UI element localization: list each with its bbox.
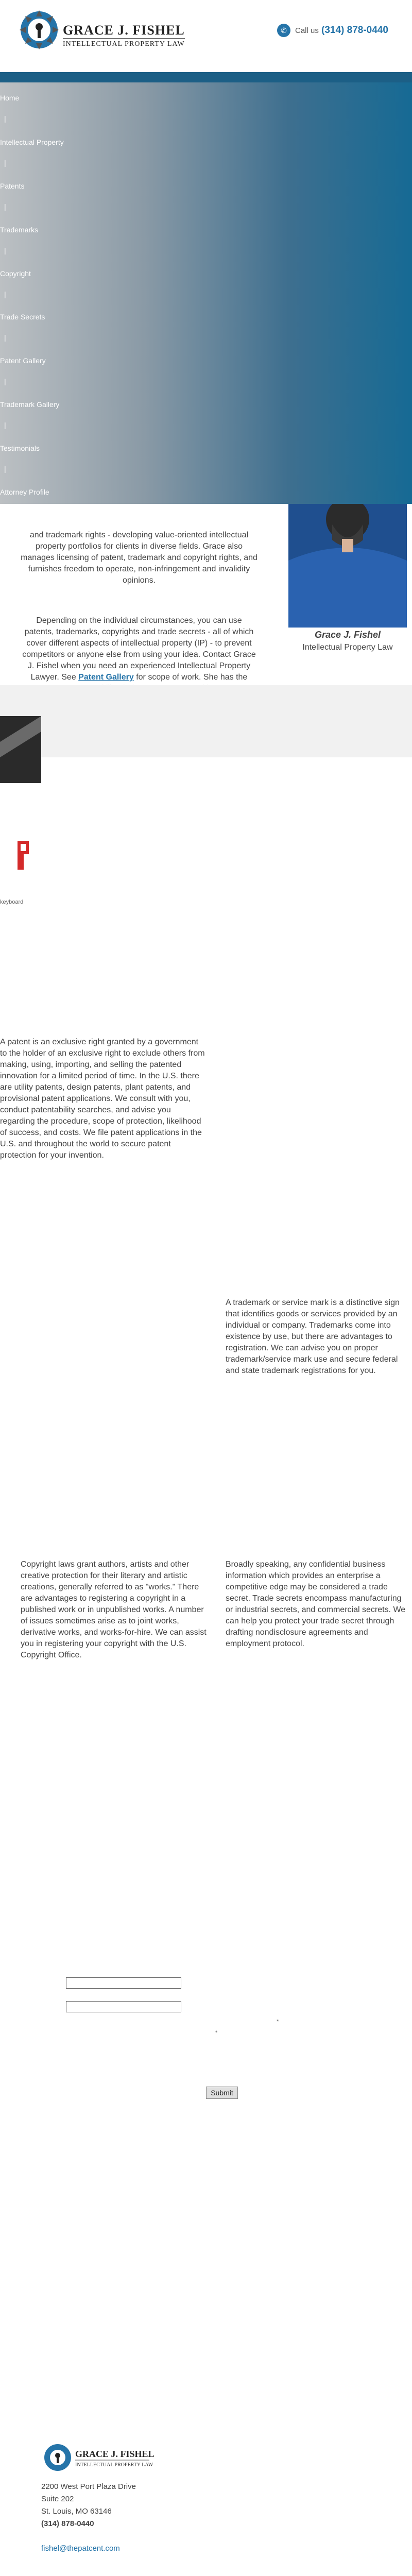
nav-item-label[interactable]: Patent Gallery [0, 357, 46, 365]
nav-separator: | [4, 465, 6, 473]
footer-logo[interactable] [41, 2439, 154, 2476]
nav-separator: | [4, 333, 6, 342]
nav-item-attorney-profile[interactable] [0, 488, 412, 500]
nav-item-patents[interactable] [0, 182, 412, 225]
contact-email-field[interactable] [66, 2001, 181, 2012]
nav-item-label[interactable]: Trademarks [0, 226, 39, 234]
site-header [0, 0, 412, 72]
nav-item-label[interactable]: Intellectual Property [0, 138, 64, 146]
portrait-name: Grace J. Fishel [314, 630, 381, 640]
submit-button[interactable]: Submit [206, 2087, 238, 2099]
gray-band [0, 685, 412, 757]
nav-item-intellectual-property[interactable] [0, 138, 412, 181]
attorney-portrait [288, 504, 407, 628]
nav-separator: | [4, 290, 6, 298]
trademarks-paragraph: A trademark or service mark is a distinctive sign that identifies goods or services provided by an individual or company. Trademarks come into existence by use, but there are advantages to registration. We can advise you on proper trademark/service mark use and secure federal and state trademark registrations for you. [226, 1298, 400, 1375]
red-mark-icon [15, 840, 31, 871]
nav-item-label[interactable]: Patents [0, 182, 25, 190]
brand-name[interactable]: GRACE J. FISHEL [63, 23, 185, 38]
logo-mark-icon[interactable] [19, 9, 60, 50]
nav-separator: | [4, 202, 6, 211]
gavel-image [0, 716, 41, 783]
nav-separator: | [4, 159, 6, 167]
nav-item-patent-gallery[interactable] [0, 357, 412, 400]
header-phone-link[interactable]: (314) 878-0440 [321, 25, 388, 36]
nav-item-trade-secrets[interactable] [0, 313, 412, 356]
footer-email-link[interactable]: fishel@thepatcent.com [41, 2544, 120, 2553]
nav-item-label[interactable]: Testimonials [0, 444, 40, 452]
brand-subtitle: INTELLECTUAL PROPERTY LAW [63, 38, 185, 48]
nav-top-bar [0, 72, 412, 82]
nav-item-label[interactable]: Trademark Gallery [0, 400, 60, 409]
nav-item-copyright[interactable] [0, 269, 412, 313]
nav-separator: | [4, 421, 6, 429]
form-required-mark-2: * [277, 2019, 279, 2025]
intro-paragraph: and trademark rights - developing value-oriented intellectual property portfolios for clients in diverse fields. Grace also manages licensing of patent, trademark and copyright rights, and furnishes freedom to operate, non-infringement and invalidity opinions. [21, 531, 258, 585]
nav-separator: | [4, 246, 6, 255]
footer-address-2: Suite 202 [41, 2495, 74, 2503]
nav-item-trademarks[interactable] [0, 226, 412, 269]
footer-city: St. Louis, MO 63146 [41, 2507, 112, 2516]
footer-brand-subtitle: INTELLECTUAL PROPERTY LAW [75, 2462, 153, 2468]
nav-separator: | [4, 114, 6, 123]
contact-name-field[interactable] [66, 1977, 181, 1989]
portrait-title: Intellectual Property Law [302, 643, 393, 652]
form-required-mark: * [215, 2030, 218, 2036]
intro-paragraph-2 [21, 615, 258, 694]
footer-brand-name: GRACE J. FISHEL [75, 2449, 154, 2459]
trade-secrets-paragraph: Broadly speaking, any confidential business information which provides an enterprise a competitive edge may be considered a trade secret. Trade secrets encompass manufacturing or industrial secrets, and commercial secrets. We can help you protect your trade secret through drafting nondisclosure agreements and employment protocol. [226, 1560, 406, 1648]
nav-item-label[interactable]: Trade Secrets [0, 313, 45, 321]
phone-icon: ✆ [277, 24, 290, 37]
footer-phone[interactable]: (314) 878-0440 [41, 2519, 94, 2528]
nav-item-home[interactable] [0, 94, 412, 137]
patents-paragraph: A patent is an exclusive right granted by a government to the holder of an exclusive right to exclude others from making, using, importing, and selling the patented innovation for a limited period of time. In the U.S. there are utility patents, design patents, plant patents, and provisional patent applications. We consult with you, conduct patentability searches, and advise you regarding the procedure, scope of protection, likelihood of success, and costs. We file patent applications in the U.S. and throughout the world to secure patent protection for your invention. [0, 1038, 205, 1160]
nav-item-testimonials[interactable] [0, 444, 412, 487]
nav-separator: | [4, 377, 6, 385]
patent-gallery-link[interactable]: Patent Gallery [78, 673, 134, 682]
intro-text-after: for scope of work. She has the [136, 673, 248, 682]
call-us-label: Call us [295, 26, 319, 35]
nav-item-label[interactable]: Attorney Profile [0, 488, 49, 496]
footer-address-1: 2200 West Port Plaza Drive [41, 2482, 136, 2491]
copyright-paragraph: Copyright laws grant authors, artists and other creative protection for their literary and artistic creations, generally referred to as "works." There are advantages to registering a copyright in a published work or in unpublished works. A number of issues sometimes arise as to joint works, derivative works, and works-for-hire. We can assist you in registering your copyright with the U.S. Copyright Office. [21, 1560, 207, 1659]
nav-item-trademark-gallery[interactable] [0, 400, 412, 444]
nav-item-label[interactable]: Home [0, 94, 20, 102]
red-mark-label: keyboard [0, 899, 24, 905]
nav-item-label[interactable]: Copyright [0, 269, 31, 278]
intro-text-before: Depending on the individual circumstances, you can use patents, trademarks, copyrights and trade secrets - all of which cover different aspects of intellectual property (IP) - to prevent competitors or anyone else from using your idea. Contact Grace J. Fishel when you need an experienced Intellectual Property Lawyer. See [22, 616, 256, 682]
